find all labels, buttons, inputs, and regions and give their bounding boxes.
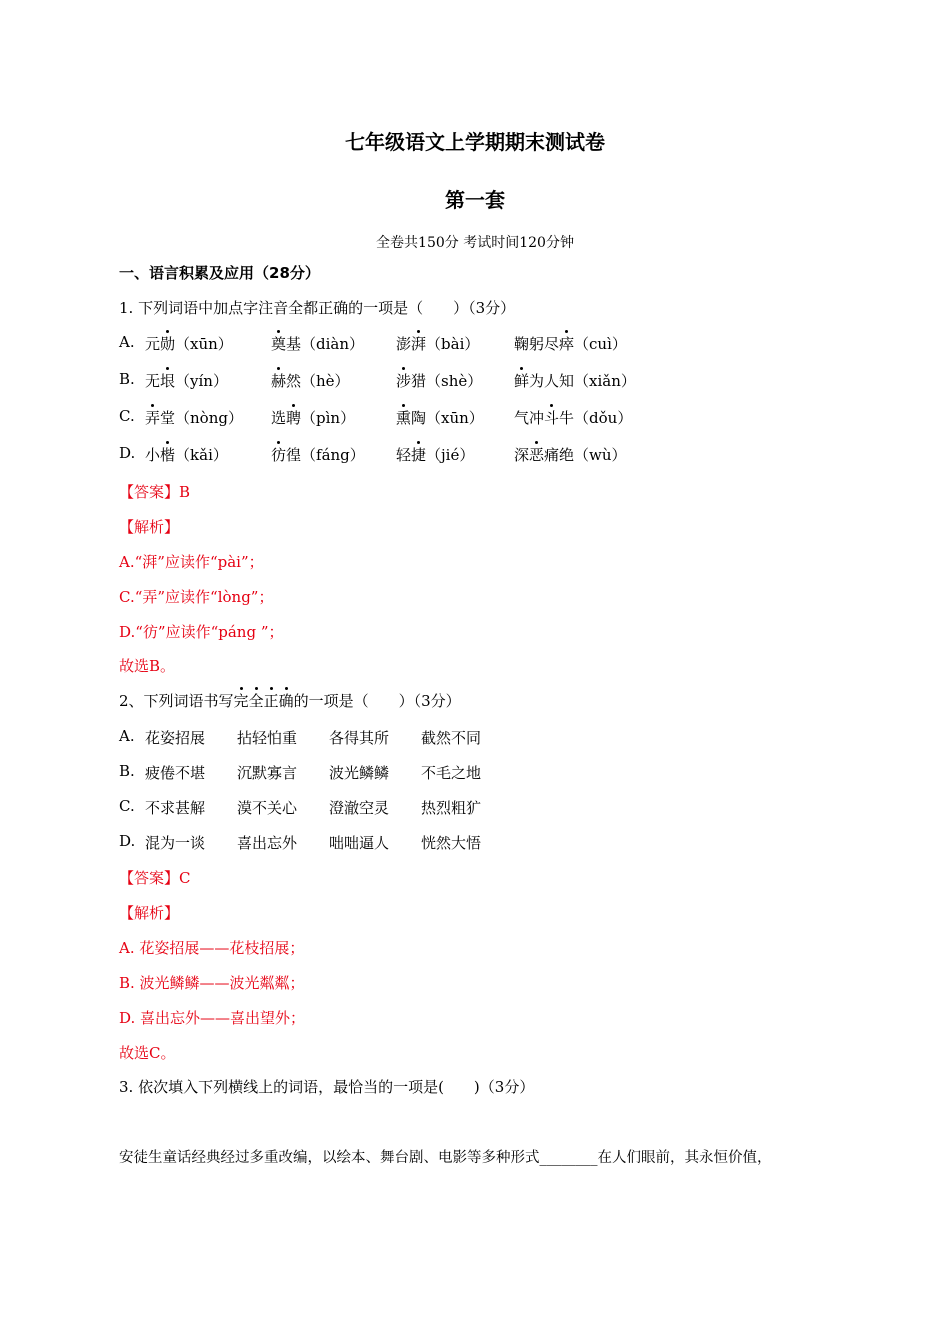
option-item: 澄澈空灵 bbox=[329, 799, 390, 817]
q2-answer: 【答案】C bbox=[119, 869, 191, 887]
option-label: D. bbox=[119, 444, 136, 462]
q2-analysis-line: B. 波光鳞鳞——波光粼粼； bbox=[119, 974, 305, 992]
question-3-stem: 3. 依次填入下列横线上的词语，最恰当的一项是( )（3分） bbox=[119, 1078, 535, 1096]
option-item: 漠不关心 bbox=[237, 799, 298, 817]
q1-option-b bbox=[119, 370, 679, 392]
q1-conclusion: 故选B。 bbox=[119, 657, 176, 675]
option-item: 喜出忘外 bbox=[237, 834, 298, 852]
q2-option-b bbox=[119, 762, 539, 784]
option-item: 涉猎（shè） bbox=[396, 372, 483, 390]
q1-analysis-line: C.“弄”应读作“lòng”； bbox=[119, 588, 274, 606]
option-label: D. bbox=[119, 832, 136, 850]
page-title: 七年级语文上学期期末测试卷 bbox=[345, 130, 605, 154]
q1-analysis-line: A.“湃”应读作“pài”； bbox=[119, 553, 264, 571]
option-item: 选聘（pìn） bbox=[271, 409, 356, 427]
option-item: 奠基（diàn） bbox=[271, 335, 365, 353]
option-item: 无垠（yín） bbox=[145, 372, 228, 390]
option-label: C. bbox=[119, 407, 135, 425]
option-label: B. bbox=[119, 370, 135, 388]
q1-answer: 【答案】B bbox=[119, 483, 191, 501]
option-item: 混为一谈 bbox=[145, 834, 206, 852]
option-item: 疲倦不堪 bbox=[145, 764, 206, 782]
option-label: A. bbox=[119, 727, 135, 745]
option-item: 波光鳞鳞 bbox=[329, 764, 390, 782]
option-item: 拈轻怕重 bbox=[237, 729, 298, 747]
option-item: 弄堂（nòng） bbox=[145, 409, 243, 427]
option-item: 澎湃（bài） bbox=[396, 335, 480, 353]
option-item: 不求甚解 bbox=[145, 799, 206, 817]
q1-option-c bbox=[119, 407, 679, 429]
option-item: 沉默寡言 bbox=[237, 764, 298, 782]
q1-option-d bbox=[119, 444, 679, 466]
option-item: 元勋（xūn） bbox=[145, 335, 233, 353]
option-item: 气冲斗牛（dǒu） bbox=[514, 409, 633, 427]
section-heading: 一、语言积累及应用（28分） bbox=[119, 264, 320, 282]
q1-analysis-label: 【解析】 bbox=[119, 518, 180, 536]
q1-analysis-line: D.“彷”应读作“páng ”； bbox=[119, 623, 284, 641]
option-item: 热烈粗犷 bbox=[421, 799, 482, 817]
option-item: 小楷（kǎi） bbox=[145, 446, 228, 464]
exam-meta: 全卷共150分 考试时间120分钟 bbox=[376, 235, 574, 251]
q1-option-a bbox=[119, 333, 679, 355]
option-item: 轻捷（jié） bbox=[396, 446, 475, 464]
option-item: 恍然大悟 bbox=[421, 834, 482, 852]
q2-analysis-line: A. 花姿招展——花枝招展； bbox=[119, 939, 305, 957]
option-item: 鲜为人知（xiǎn） bbox=[514, 372, 636, 390]
option-label: A. bbox=[119, 333, 135, 351]
option-item: 各得其所 bbox=[329, 729, 390, 747]
option-item: 彷徨（fáng） bbox=[271, 446, 365, 464]
q2-option-c bbox=[119, 797, 539, 819]
option-item: 截然不同 bbox=[421, 729, 482, 747]
option-label: B. bbox=[119, 762, 135, 780]
question-2-stem: 2、下列词语书写完全正确的一项是（ ）（3分） bbox=[119, 692, 461, 710]
option-item: 鞠躬尽瘁（cuì） bbox=[514, 335, 627, 353]
option-item: 不毛之地 bbox=[421, 764, 482, 782]
option-label: C. bbox=[119, 797, 135, 815]
q2-analysis-label: 【解析】 bbox=[119, 904, 180, 922]
q2-analysis-line: D. 喜出忘外——喜出望外； bbox=[119, 1009, 306, 1027]
q3-passage: 安徒生童话经典经过多重改编，以绘本、舞台剧、电影等多种形式________在人们眼前，其永恒价值， bbox=[119, 1150, 772, 1166]
option-item: 熏陶（xūn） bbox=[396, 409, 484, 427]
q2-conclusion: 故选C。 bbox=[119, 1044, 176, 1062]
option-item: 深恶痛绝（wù） bbox=[514, 446, 627, 464]
option-item: 赫然（hè） bbox=[271, 372, 350, 390]
question-1-stem: 1. 下列词语中加点字注音全都正确的一项是（ ）（3分） bbox=[119, 299, 516, 317]
q2-option-d bbox=[119, 832, 539, 854]
option-item: 咄咄逼人 bbox=[329, 834, 390, 852]
page-subtitle: 第一套 bbox=[445, 188, 505, 212]
q2-option-a bbox=[119, 727, 539, 749]
option-item: 花姿招展 bbox=[145, 729, 206, 747]
